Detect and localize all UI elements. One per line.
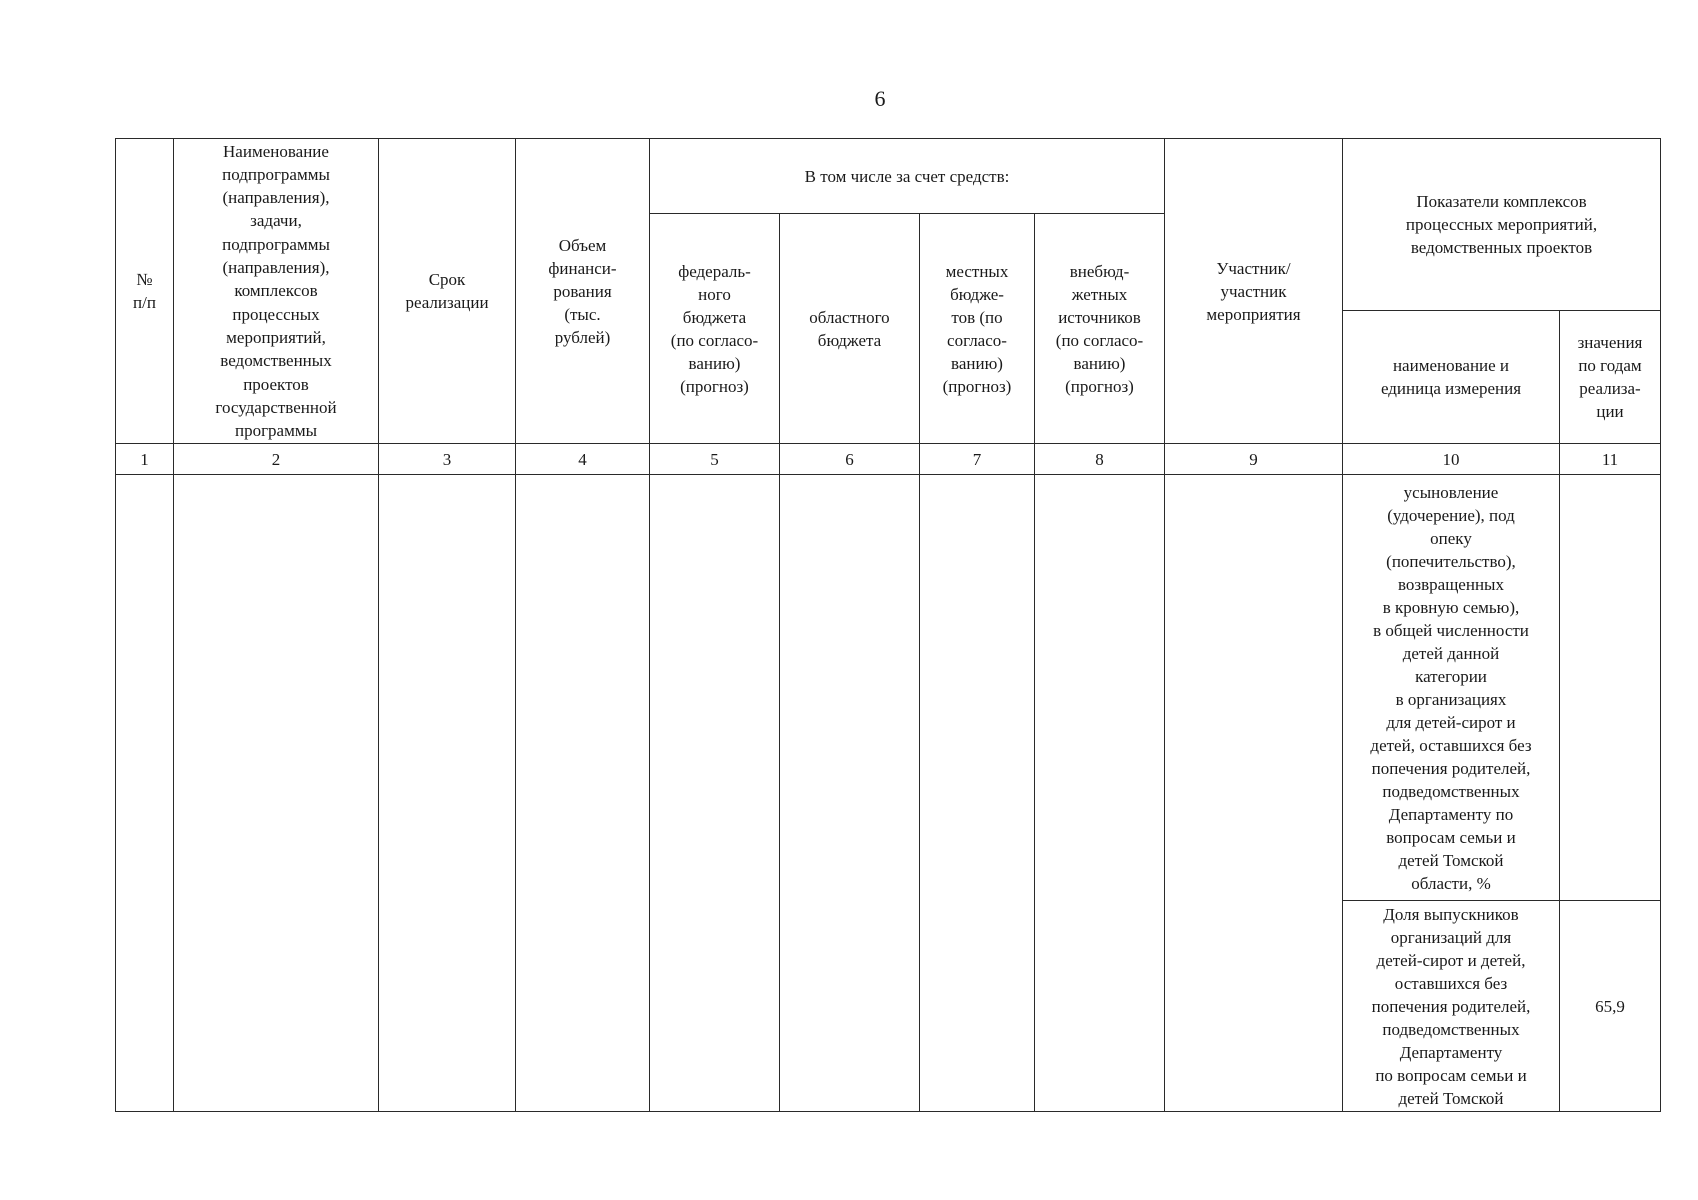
header-cell-local: местных бюдже- тов (по согласо- ванию) (прогноз)	[920, 214, 1035, 444]
indicator-value	[1560, 475, 1661, 901]
header-cell-federal: федераль- ного бюджета (по согласо- ванию) (прогноз)	[650, 214, 780, 444]
indicator-name: усыновление (удочерение), под опеку (попечительство), возвращенных в кровную семью), в общей численности детей данной категории в организациях для детей-сирот и детей, оставшихся без попечения родителей, подведомственных Департаменту по вопросам семьи и детей Томской области, %	[1343, 475, 1560, 901]
header-cell-volume: Объем финанси- рования (тыс. рублей)	[516, 139, 650, 444]
column-number: 7	[920, 444, 1035, 475]
header-cell-term: Срок реализации	[379, 139, 516, 444]
header-cell-regional: областного бюджета	[780, 214, 920, 444]
header-cell-indicators-group: Показатели комплексов процессных мероприятий, ведомственных проектов	[1343, 139, 1661, 311]
body-cell-federal	[650, 475, 780, 1112]
body-cell-term	[379, 475, 516, 1112]
header-row-1	[116, 139, 1661, 214]
body-cell-offbudget	[1035, 475, 1165, 1112]
column-number: 3	[379, 444, 516, 475]
column-number: 11	[1560, 444, 1661, 475]
table-row	[116, 475, 1661, 901]
indicator-name: Доля выпускников организаций для детей-сирот и детей, оставшихся без попечения родителей, подведомственных Департаменту по вопросам семьи и детей Томской	[1343, 901, 1560, 1112]
column-number: 2	[174, 444, 379, 475]
header-cell-participant: Участник/ участник мероприятия	[1165, 139, 1343, 444]
header-cell-offbudget: внебюд- жетных источников (по согласо- ванию) (прогноз)	[1035, 214, 1165, 444]
indicator-value: 65,9	[1560, 901, 1661, 1112]
body-cell-volume	[516, 475, 650, 1112]
column-numbers-row	[116, 444, 1661, 475]
header-cell-funding-group: В том числе за счет средств:	[650, 139, 1165, 214]
body-cell-regional	[780, 475, 920, 1112]
column-number: 5	[650, 444, 780, 475]
body-cell-name	[174, 475, 379, 1112]
header-cell-indicator-values: значения по годам реализа- ции	[1560, 311, 1661, 444]
column-number: 6	[780, 444, 920, 475]
header-cell-name: Наименование подпрограммы (направления), задачи, подпрограммы (направления), комплексов процессных мероприятий, ведомственных проектов государственной программы	[174, 139, 379, 444]
column-number: 10	[1343, 444, 1560, 475]
body-cell-num	[116, 475, 174, 1112]
column-number: 4	[516, 444, 650, 475]
column-number: 8	[1035, 444, 1165, 475]
page-number: 6	[874, 86, 886, 111]
body-cell-local	[920, 475, 1035, 1112]
body-cell-participant	[1165, 475, 1343, 1112]
header-cell-indicator-name: наименование и единица измерения	[1343, 311, 1560, 444]
column-number: 1	[116, 444, 174, 475]
header-cell-num: № п/п	[116, 139, 174, 444]
program-table	[115, 138, 1661, 1112]
column-number: 9	[1165, 444, 1343, 475]
